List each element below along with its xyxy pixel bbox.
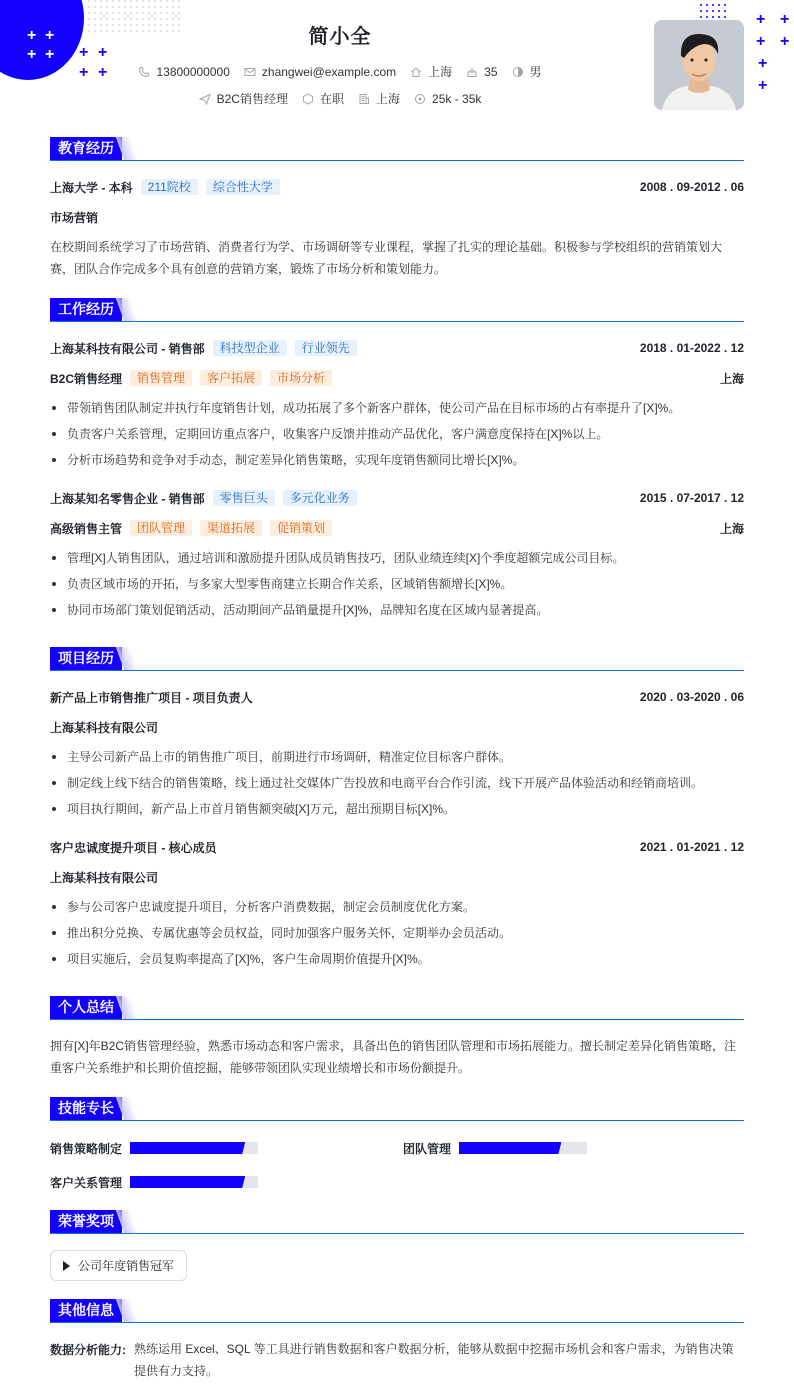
project-title: 新产品上市销售推广项目 - 项目负责人 bbox=[50, 690, 253, 705]
skill-level-fill bbox=[130, 1142, 245, 1154]
job-target-text: B2C销售经理 bbox=[216, 92, 288, 106]
work-bullet: 带领销售团队制定并执行年度销售计划，成功拓展了多个新客户群体，使公司产品在目标市场的占有率提升了[X]%。 bbox=[50, 398, 744, 418]
role-tag: 客户拓展 bbox=[200, 370, 262, 386]
awards-section-title: 荣誉奖项 bbox=[50, 1210, 122, 1233]
dot-decoration bbox=[700, 16, 702, 18]
dot-decoration bbox=[148, 12, 150, 14]
company-tag: 零售巨头 bbox=[213, 490, 275, 506]
school-tag: 综合性大学 bbox=[206, 179, 280, 195]
role-tag: 团队管理 bbox=[130, 520, 192, 536]
dot-decoration bbox=[712, 10, 714, 12]
other-label: 数据分析能力: bbox=[50, 1343, 126, 1357]
dot-decoration bbox=[118, 0, 120, 2]
status-text: 在职 bbox=[319, 92, 344, 106]
status-item bbox=[302, 90, 344, 107]
education-section-title: 教育经历 bbox=[50, 137, 122, 160]
dot-decoration bbox=[166, 0, 168, 2]
dot-decoration bbox=[94, 0, 96, 2]
work-entry-header bbox=[50, 489, 744, 507]
building-icon bbox=[358, 93, 370, 105]
dot-decoration bbox=[94, 12, 96, 14]
dot-decoration bbox=[88, 6, 90, 8]
skill-level-bar bbox=[459, 1142, 587, 1154]
work-period: 2015 . 07-2017 . 12 bbox=[639, 491, 744, 505]
contact-row bbox=[0, 63, 680, 80]
dot-decoration bbox=[700, 10, 702, 12]
skills-section-header bbox=[50, 1097, 744, 1121]
gender-item bbox=[512, 63, 542, 80]
location-text: 上海 bbox=[428, 65, 453, 79]
other-section-header bbox=[50, 1299, 744, 1323]
dot-decoration bbox=[136, 0, 138, 2]
dot-decoration bbox=[172, 12, 174, 14]
dot-decoration bbox=[100, 6, 102, 8]
gender-text: 男 bbox=[529, 65, 542, 79]
skill-level-bar bbox=[130, 1176, 258, 1188]
triangle-right-icon bbox=[63, 1261, 70, 1271]
work-bullet: 协同市场部门策划促销活动，活动期间产品销量提升[X]%，品牌知名度在区域内显著提高。 bbox=[50, 600, 744, 620]
dot-decoration bbox=[148, 6, 150, 8]
location-item bbox=[410, 63, 452, 80]
dot-decoration bbox=[88, 12, 90, 14]
company-tag: 科技型企业 bbox=[213, 340, 287, 356]
dot-decoration bbox=[154, 0, 156, 2]
skill-label: 销售策略制定 bbox=[50, 1142, 123, 1156]
plus-decoration: + bbox=[79, 44, 89, 61]
home-icon bbox=[410, 66, 422, 78]
dot-decoration bbox=[178, 6, 180, 8]
dot-decoration bbox=[112, 6, 114, 8]
project-company-row bbox=[50, 868, 744, 886]
dot-decoration bbox=[706, 16, 708, 18]
role-tag: 渠道拓展 bbox=[200, 520, 262, 536]
education-major: 市场营销 bbox=[50, 210, 99, 225]
awards-section-header bbox=[50, 1210, 744, 1234]
plus-decoration: + bbox=[45, 46, 55, 63]
company-name: 上海某科技有限公司 - 销售部 bbox=[50, 341, 205, 356]
dot-decoration bbox=[142, 6, 144, 8]
dot-decoration bbox=[154, 12, 156, 14]
work-period: 2018 . 01-2022 . 12 bbox=[639, 341, 744, 355]
skills-section-title: 技能专长 bbox=[50, 1097, 122, 1120]
dot-decoration bbox=[100, 0, 102, 2]
job-intent-row bbox=[0, 90, 680, 107]
dot-decoration bbox=[106, 6, 108, 8]
dot-decoration bbox=[100, 12, 102, 14]
project-company-row bbox=[50, 718, 744, 736]
dot-decoration bbox=[166, 12, 168, 14]
other-text: 熟练运用 Excel、SQL 等工具进行销售数据和客户数据分析，能够从数据中挖掘市场机会和客户需求，为销售决策提供有力支持。 bbox=[134, 1342, 734, 1378]
project-section-header bbox=[50, 647, 744, 671]
project-company: 上海某科技有限公司 bbox=[50, 870, 159, 885]
education-major-row bbox=[50, 208, 744, 226]
other-section-title: 其他信息 bbox=[50, 1299, 122, 1322]
role-tag: 市场分析 bbox=[270, 370, 332, 386]
dot-decoration bbox=[724, 10, 726, 12]
project-bullet: 参与公司客户忠诚度提升项目，分析客户消费数据，制定会员制度优化方案。 bbox=[50, 897, 744, 917]
target-city-text: 上海 bbox=[376, 92, 401, 106]
education-entry-header bbox=[50, 178, 744, 196]
project-entry-header bbox=[50, 838, 744, 856]
dot-decoration bbox=[106, 0, 108, 2]
dot-decoration bbox=[172, 6, 174, 8]
skill-level-fill bbox=[459, 1142, 561, 1154]
dot-decoration bbox=[148, 0, 150, 2]
dot-decoration bbox=[118, 6, 120, 8]
dot-decoration bbox=[136, 12, 138, 14]
dot-decoration bbox=[700, 4, 702, 6]
plus-decoration: + bbox=[756, 33, 766, 50]
dot-decoration bbox=[178, 12, 180, 14]
dot-decoration bbox=[118, 12, 120, 14]
phone-item bbox=[138, 65, 229, 79]
phone-icon bbox=[138, 66, 150, 78]
dot-decoration bbox=[718, 4, 720, 6]
summary-section-title: 个人总结 bbox=[50, 996, 122, 1019]
plus-decoration: + bbox=[758, 77, 768, 94]
resume-name: 简小全 bbox=[308, 26, 372, 48]
dot-decoration bbox=[712, 16, 714, 18]
dot-decoration bbox=[112, 0, 114, 2]
project-entry-header bbox=[50, 688, 744, 706]
dot-decoration bbox=[88, 0, 90, 2]
plus-decoration: + bbox=[79, 64, 89, 81]
award-item[interactable] bbox=[50, 1250, 187, 1281]
salary-text: 25k - 35k bbox=[432, 91, 482, 106]
plus-decoration: + bbox=[27, 46, 37, 63]
project-title: 客户忠诚度提升项目 - 核心成员 bbox=[50, 840, 217, 855]
plus-decoration: + bbox=[27, 27, 37, 44]
work-section-header bbox=[50, 298, 744, 322]
dot-decoration bbox=[112, 12, 114, 14]
dot-decoration bbox=[130, 6, 132, 8]
status-icon bbox=[302, 93, 314, 105]
dot-decoration bbox=[160, 12, 162, 14]
plus-decoration: + bbox=[98, 64, 108, 81]
work-bullet: 管理[X]人销售团队，通过培训和激励提升团队成员销售技巧，团队业绩连续[X]个季度超额完成公司目标。 bbox=[50, 548, 744, 568]
dot-decoration bbox=[178, 0, 180, 2]
dot-decoration bbox=[154, 6, 156, 8]
skill-level-fill bbox=[130, 1176, 245, 1188]
work-role-row bbox=[50, 369, 744, 387]
send-icon bbox=[199, 93, 211, 105]
project-bullet: 项目实施后，会员复购率提高了[X]%，客户生命周期价值提升[X]%。 bbox=[50, 949, 744, 969]
dot-decoration bbox=[142, 0, 144, 2]
school-tag: 211院校 bbox=[141, 179, 198, 195]
company-tag: 行业领先 bbox=[295, 340, 357, 356]
role-tag: 销售管理 bbox=[130, 370, 192, 386]
dot-decoration bbox=[718, 10, 720, 12]
coin-icon bbox=[414, 93, 426, 105]
work-city: 上海 bbox=[719, 371, 744, 386]
project-bullet: 主导公司新产品上市的销售推广项目，前期进行市场调研，精准定位目标客户群体。 bbox=[50, 747, 744, 767]
dot-decoration bbox=[166, 6, 168, 8]
dot-decoration bbox=[136, 6, 138, 8]
project-bullet: 制定线上线下结合的销售策略，线上通过社交媒体广告投放和电商平台合作引流，线下开展产品体验活动和经销商培训。 bbox=[50, 773, 744, 793]
work-entry-header bbox=[50, 339, 744, 357]
plus-decoration: + bbox=[98, 44, 108, 61]
plus-decoration: + bbox=[45, 27, 55, 44]
dot-decoration bbox=[724, 4, 726, 6]
phone-text: 13800000000 bbox=[156, 64, 230, 79]
plus-decoration: + bbox=[756, 11, 766, 28]
work-city: 上海 bbox=[719, 521, 744, 536]
salary-item bbox=[414, 92, 481, 106]
project-period: 2021 . 01-2021 . 12 bbox=[639, 840, 744, 854]
project-section-title: 项目经历 bbox=[50, 647, 122, 670]
work-role-row bbox=[50, 519, 744, 537]
dot-decoration bbox=[718, 16, 720, 18]
school-name: 上海大学 - 本科 bbox=[50, 180, 133, 195]
mail-icon bbox=[244, 66, 256, 78]
company-name: 上海某知名零售企业 - 销售部 bbox=[50, 491, 205, 506]
skill-level-bar bbox=[130, 1142, 258, 1154]
cake-icon bbox=[466, 66, 478, 78]
education-section-header bbox=[50, 137, 744, 161]
job-role: B2C销售经理 bbox=[50, 371, 123, 386]
dot-decoration bbox=[160, 6, 162, 8]
dot-decoration bbox=[124, 6, 126, 8]
dot-decoration bbox=[724, 16, 726, 18]
job-target-item bbox=[199, 90, 288, 107]
work-section-title: 工作经历 bbox=[50, 298, 122, 321]
email-item bbox=[244, 65, 396, 79]
dot-decoration bbox=[124, 12, 126, 14]
work-bullet: 分析市场趋势和竞争对手动态，制定差异化销售策略，实现年度销售额同比增长[X]%。 bbox=[50, 450, 744, 470]
dot-decoration bbox=[142, 12, 144, 14]
gender-icon bbox=[512, 66, 524, 78]
work-bullet: 负责区域市场的开拓，与多家大型零售商建立长期合作关系，区域销售额增长[X]%。 bbox=[50, 574, 744, 594]
role-tag: 促销策划 bbox=[270, 520, 332, 536]
dot-decoration bbox=[124, 0, 126, 2]
age-item bbox=[466, 65, 497, 79]
project-period: 2020 . 03-2020 . 06 bbox=[639, 690, 744, 704]
email-text: zhangwei@example.com bbox=[261, 64, 397, 79]
dot-decoration bbox=[130, 12, 132, 14]
dot-decoration bbox=[94, 6, 96, 8]
dot-decoration bbox=[160, 0, 162, 2]
project-bullet: 项目执行期间，新产品上市首月销售额突破[X]万元，超出预期目标[X]%。 bbox=[50, 799, 744, 819]
project-company: 上海某科技有限公司 bbox=[50, 720, 159, 735]
profile-photo bbox=[654, 20, 744, 110]
job-role: 高级销售主管 bbox=[50, 521, 123, 536]
project-bullet: 推出积分兑换、专属优惠等会员权益，同时加强客户服务关怀，定期举办会员活动。 bbox=[50, 923, 744, 943]
dot-decoration bbox=[712, 4, 714, 6]
work-bullet: 负责客户关系管理，定期回访重点客户，收集客户反馈并推动产品优化，客户满意度保持在[X]%以上。 bbox=[50, 424, 744, 444]
summary-text: 拥有[X]年B2C销售管理经验，熟悉市场动态和客户需求，具备出色的销售团队管理和市场拓展能力。擅长制定差异化销售策略，注重客户关系维护和长期价值挖掘，能够带领团队实现业绩增长和市场份额提升。 bbox=[50, 1039, 737, 1075]
dot-decoration bbox=[106, 12, 108, 14]
plus-decoration: + bbox=[758, 55, 768, 72]
target-city-item bbox=[358, 90, 400, 107]
skill-label: 团队管理 bbox=[403, 1142, 452, 1156]
dot-decoration bbox=[706, 10, 708, 12]
company-tag: 多元化业务 bbox=[283, 490, 357, 506]
dot-decoration bbox=[172, 0, 174, 2]
age-text: 35 bbox=[484, 64, 498, 79]
summary-section-header bbox=[50, 996, 744, 1020]
dot-decoration bbox=[130, 0, 132, 2]
dot-decoration bbox=[706, 4, 708, 6]
plus-decoration: + bbox=[780, 11, 790, 28]
education-description: 在校期间系统学习了市场营销、消费者行为学、市场调研等专业课程，掌握了扎实的理论基础。积极参与学校组织的营销策划大赛，团队合作完成多个具有创意的营销方案，锻炼了市场分析和策划能力。 bbox=[50, 240, 723, 276]
education-period: 2008 . 09-2012 . 06 bbox=[639, 180, 744, 194]
plus-decoration: + bbox=[780, 33, 790, 50]
award-text: 公司年度销售冠军 bbox=[78, 1259, 175, 1273]
skill-label: 客户关系管理 bbox=[50, 1176, 123, 1190]
